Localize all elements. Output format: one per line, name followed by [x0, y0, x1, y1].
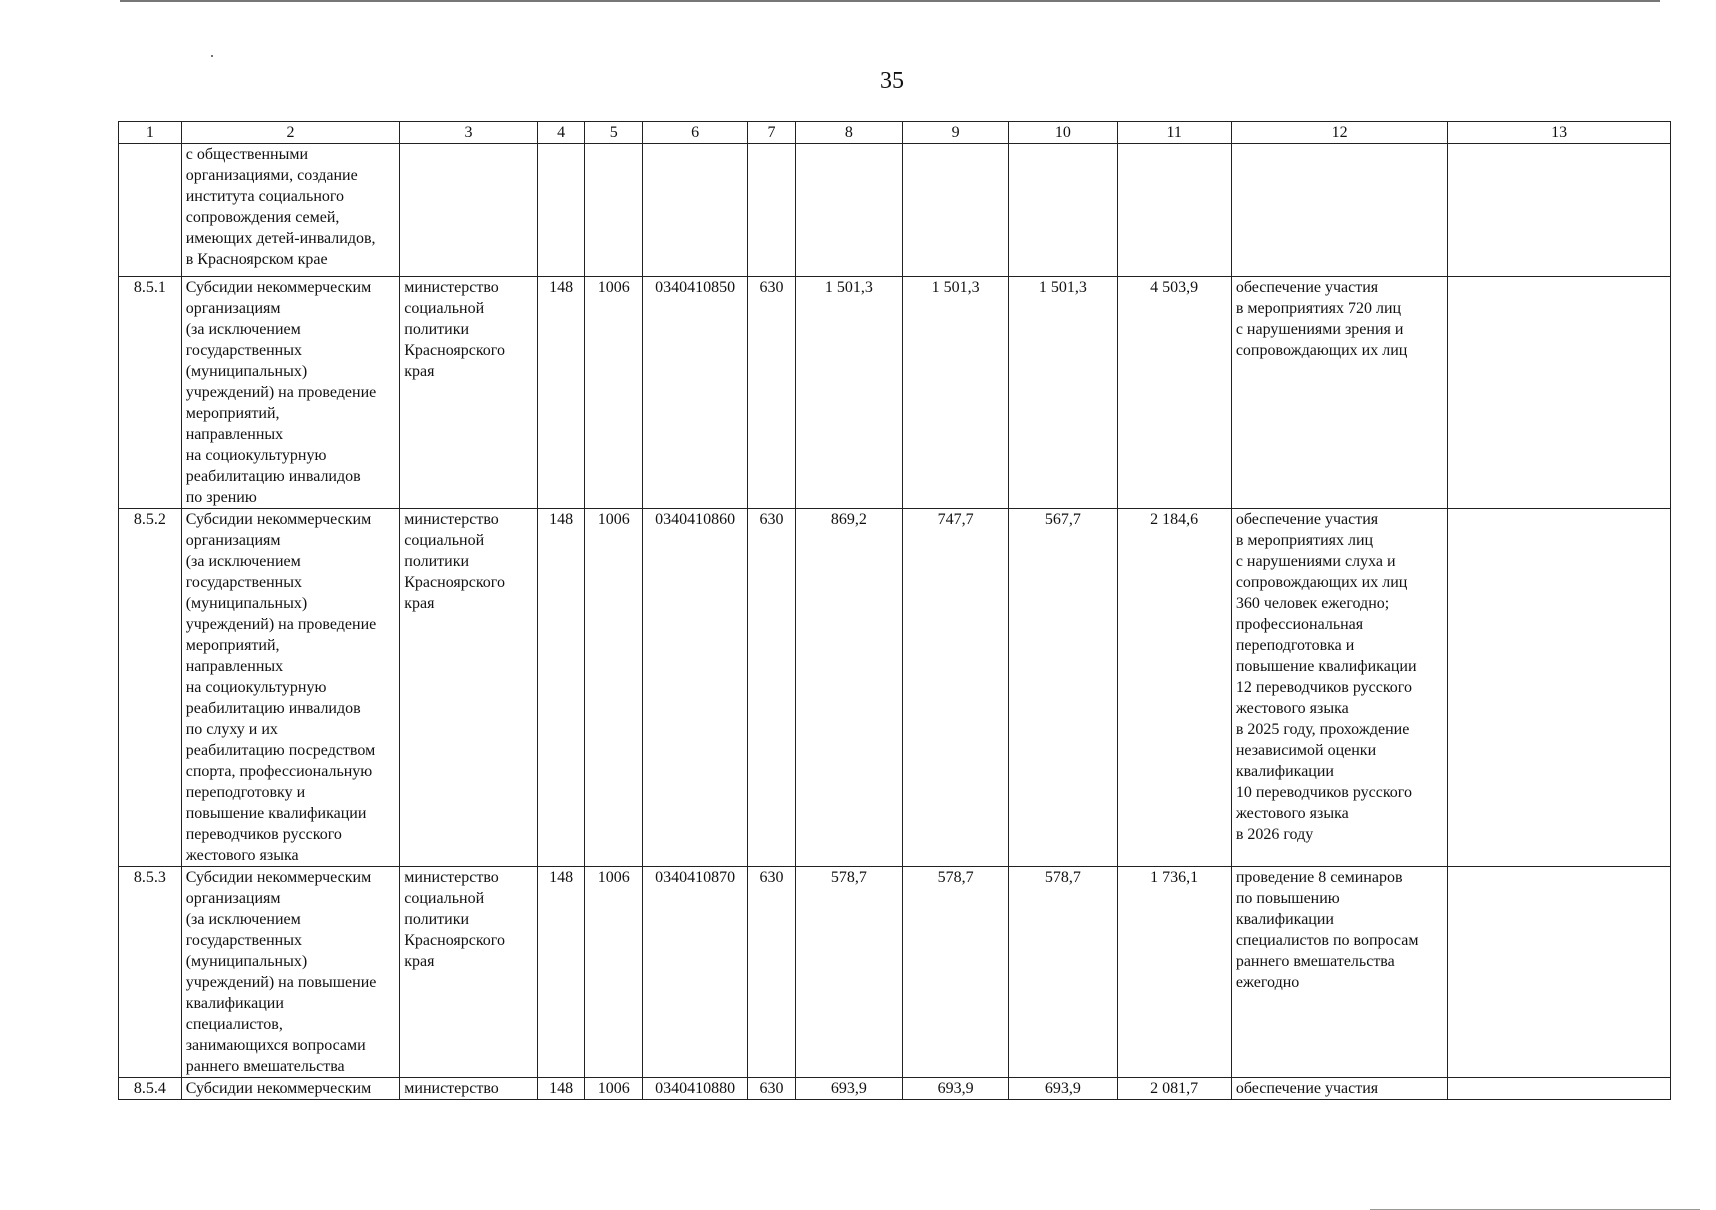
- item-number: 8.5.3: [119, 867, 182, 1078]
- section-code: 1006: [585, 867, 643, 1078]
- amount-2025: 693,9: [795, 1078, 902, 1100]
- amount-2027: 567,7: [1009, 509, 1117, 867]
- amount-2026: 747,7: [903, 509, 1009, 867]
- executor: министерство социальной политики Красноярского края: [400, 277, 538, 509]
- column-number: 7: [748, 122, 796, 144]
- note: [1448, 1078, 1671, 1100]
- target-article-code: 0340410870: [643, 867, 748, 1078]
- column-number: 11: [1117, 122, 1231, 144]
- section-code-cell: [585, 144, 643, 277]
- expected-result: обеспечение участия: [1231, 1078, 1448, 1100]
- amount-total: 2 184,6: [1117, 509, 1231, 867]
- grbs-code: 148: [537, 509, 585, 867]
- column-number: 12: [1231, 122, 1448, 144]
- column-number: 2: [181, 122, 400, 144]
- section-code: 1006: [585, 1078, 643, 1100]
- column-number: 10: [1009, 122, 1117, 144]
- executor: министерство социальной политики Красноярского края: [400, 867, 538, 1078]
- table-row: [119, 277, 1671, 509]
- expense-type-code: 630: [748, 509, 796, 867]
- executor-cell: [400, 144, 538, 277]
- amount-2025: 578,7: [795, 867, 902, 1078]
- amount-2026: 1 501,3: [903, 277, 1009, 509]
- grbs-code: 148: [537, 1078, 585, 1100]
- measure-description: Субсидии некоммерческим организациям (за исключением государственных (муниципальных) учреждений) на повышение квалификации специалистов, занимающихся вопросами раннего вмешательства: [181, 867, 400, 1078]
- target-article-code: 0340410880: [643, 1078, 748, 1100]
- amount-2026: 693,9: [903, 1078, 1009, 1100]
- amount-total: 1 736,1: [1117, 867, 1231, 1078]
- table-row: [119, 1078, 1671, 1100]
- column-number-row: [119, 122, 1671, 144]
- table-row-continuation: [119, 144, 1671, 277]
- measure-description: Субсидии некоммерческим организациям (за исключением государственных (муниципальных) учреждений) на проведение мероприятий, направленных на социокультурную реабилитацию инвалидов по слуху и их реабилитацию посредством спорта, профессиональную переподготовку и повышение квалификации переводчиков русского жестового языка: [181, 509, 400, 867]
- measure-description: Субсидии некоммерческим: [181, 1078, 400, 1100]
- amount-2025: 1 501,3: [795, 277, 902, 509]
- section-code: 1006: [585, 509, 643, 867]
- expense-type-cell: [748, 144, 796, 277]
- note: [1448, 277, 1671, 509]
- item-number: 8.5.4: [119, 1078, 182, 1100]
- program-measures-table: [118, 121, 1671, 1100]
- column-number: 13: [1448, 122, 1671, 144]
- scan-speck: [211, 55, 213, 57]
- executor: министерство: [400, 1078, 538, 1100]
- note: [1448, 867, 1671, 1078]
- amount-2027: 1 501,3: [1009, 277, 1117, 509]
- section-code: 1006: [585, 277, 643, 509]
- expected-result: проведение 8 семинаров по повышению квалификации специалистов по вопросам раннего вмешательства ежегодно: [1231, 867, 1448, 1078]
- expected-result: обеспечение участия в мероприятиях лиц с нарушениями слуха и сопровождающих их лиц 360 человек ежегодно; профессиональная переподготовка и повышение квалификации 12 переводчиков русского жестового языка в 2025 году, прохождение независимой оценки квалификации 10 переводчиков русского жестового языка в 2026 году: [1231, 509, 1448, 867]
- column-number: 6: [643, 122, 748, 144]
- column-number: 9: [903, 122, 1009, 144]
- page-number: 35: [880, 68, 904, 94]
- expense-type-code: 630: [748, 867, 796, 1078]
- amount-2027: 578,7: [1009, 867, 1117, 1078]
- amount-2026-cell: [903, 144, 1009, 277]
- table-row: [119, 867, 1671, 1078]
- amount-total-cell: [1117, 144, 1231, 277]
- amount-total: 2 081,7: [1117, 1078, 1231, 1100]
- item-number: 8.5.2: [119, 509, 182, 867]
- column-number: 5: [585, 122, 643, 144]
- executor: министерство социальной политики Красноярского края: [400, 509, 538, 867]
- column-number: 1: [119, 122, 182, 144]
- note: [1448, 509, 1671, 867]
- target-article-code: 0340410850: [643, 277, 748, 509]
- measure-description: Субсидии некоммерческим организациям (за исключением государственных (муниципальных) учреждений) на проведение мероприятий, направленных на социокультурную реабилитацию инвалидов по зрению: [181, 277, 400, 509]
- expense-type-code: 630: [748, 277, 796, 509]
- column-number: 3: [400, 122, 538, 144]
- item-number: 8.5.1: [119, 277, 182, 509]
- column-number: 4: [537, 122, 585, 144]
- amount-2025-cell: [795, 144, 902, 277]
- top-rule: [120, 0, 1660, 2]
- amount-2026: 578,7: [903, 867, 1009, 1078]
- table-row: [119, 509, 1671, 867]
- grbs-code: 148: [537, 277, 585, 509]
- target-article-cell: [643, 144, 748, 277]
- expense-type-code: 630: [748, 1078, 796, 1100]
- measure-description: с общественными организациями, создание института социального сопровождения семей, имеющих детей-инвалидов, в Красноярском крае: [181, 144, 400, 277]
- amount-total: 4 503,9: [1117, 277, 1231, 509]
- item-number-cell: [119, 144, 182, 277]
- amount-2025: 869,2: [795, 509, 902, 867]
- note-cell: [1448, 144, 1671, 277]
- expected-result-cell: [1231, 144, 1448, 277]
- expected-result: обеспечение участия в мероприятиях 720 лиц с нарушениями зрения и сопровождающих их лиц: [1231, 277, 1448, 509]
- column-number: 8: [795, 122, 902, 144]
- grbs-code: 148: [537, 867, 585, 1078]
- target-article-code: 0340410860: [643, 509, 748, 867]
- amount-2027-cell: [1009, 144, 1117, 277]
- grbs-cell: [537, 144, 585, 277]
- amount-2027: 693,9: [1009, 1078, 1117, 1100]
